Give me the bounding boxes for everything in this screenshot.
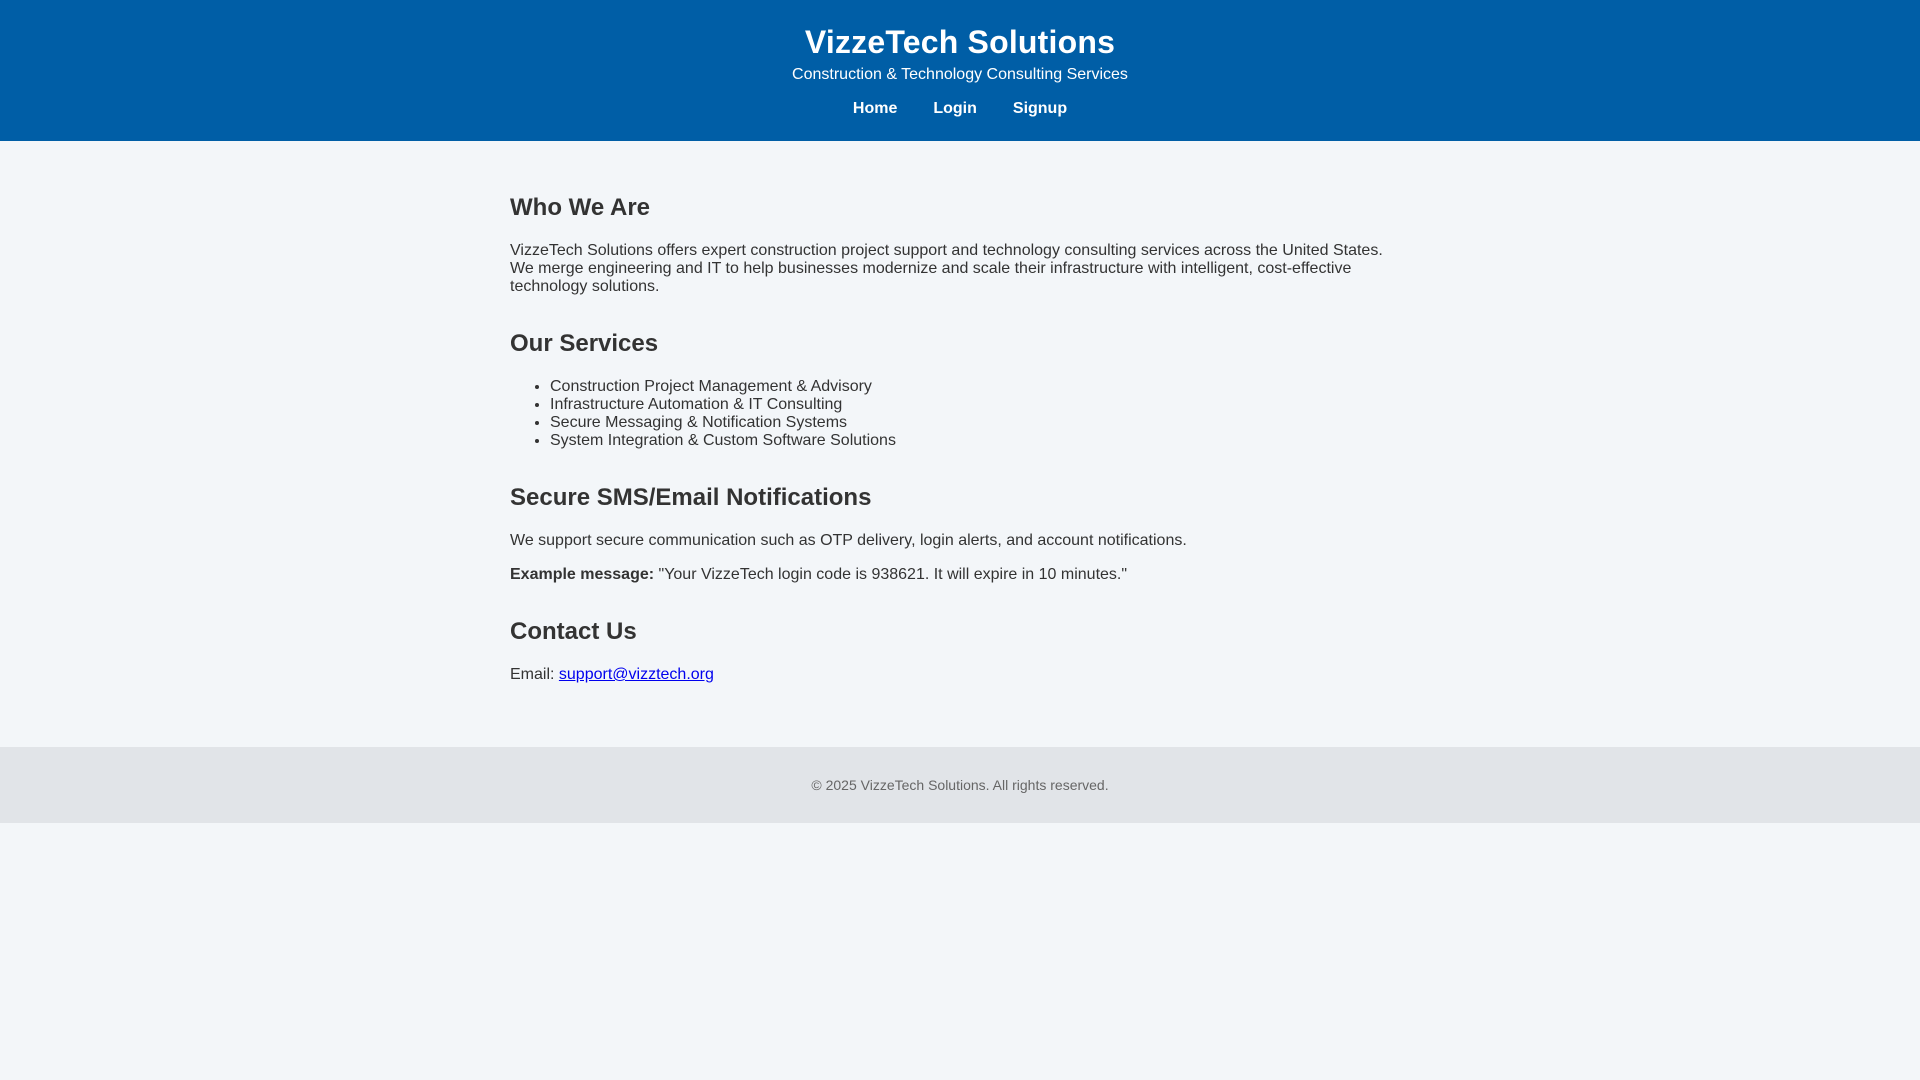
nav-login-link[interactable]: Login [933, 100, 977, 117]
notifications-heading: Secure SMS/Email Notifications [510, 484, 872, 511]
nav-home-link[interactable]: Home [852, 100, 898, 117]
contact-email-line [510, 666, 1410, 684]
site-tagline: Construction & Technology Consulting Services [792, 66, 1128, 83]
service-item: • Construction Project Management & Advisory [550, 378, 1410, 396]
contact-section [510, 617, 1410, 684]
about-text: VizzeTech Solutions offers expert construction project support and technology consulting services across the United States. We merge engineering and IT to help businesses modernize and scale their infrastructure with intelligent, cost-effective technology solutions. [510, 242, 1383, 295]
services-list [510, 378, 1410, 450]
example-message [510, 566, 1410, 584]
nav-signup-link[interactable]: Signup [1012, 100, 1068, 117]
email-link[interactable]: support@vizztech.org [558, 666, 714, 683]
contact-heading: Contact Us [510, 618, 637, 645]
service-item: • Secure Messaging & Notification Systems [550, 414, 1410, 432]
services-heading: Our Services [510, 330, 659, 357]
site-header [0, 0, 1920, 141]
notifications-text: We support secure communication such as OTP delivery, login alerts, and account notifications. [510, 532, 1187, 549]
about-heading: Who We Are [510, 194, 651, 221]
email-label: Email: [510, 666, 559, 683]
main-nav [0, 99, 1920, 119]
site-footer [0, 747, 1920, 823]
service-item: • Infrastructure Automation & IT Consulting [550, 396, 1410, 414]
example-message-text: "Your VizzeTech login code is 938621. It will expire in 10 minutes." [654, 566, 1128, 583]
copyright-text: © 2025 VizzeTech Solutions. All rights reserved. [811, 777, 1109, 793]
services-section [510, 329, 1410, 450]
site-title: VizzeTech Solutions [804, 24, 1116, 60]
service-item: • System Integration & Custom Software Solutions [550, 432, 1410, 450]
notifications-section [510, 483, 1410, 584]
example-message-label: Example message: [510, 566, 655, 583]
about-section [510, 193, 1410, 296]
main-content [0, 141, 1920, 747]
